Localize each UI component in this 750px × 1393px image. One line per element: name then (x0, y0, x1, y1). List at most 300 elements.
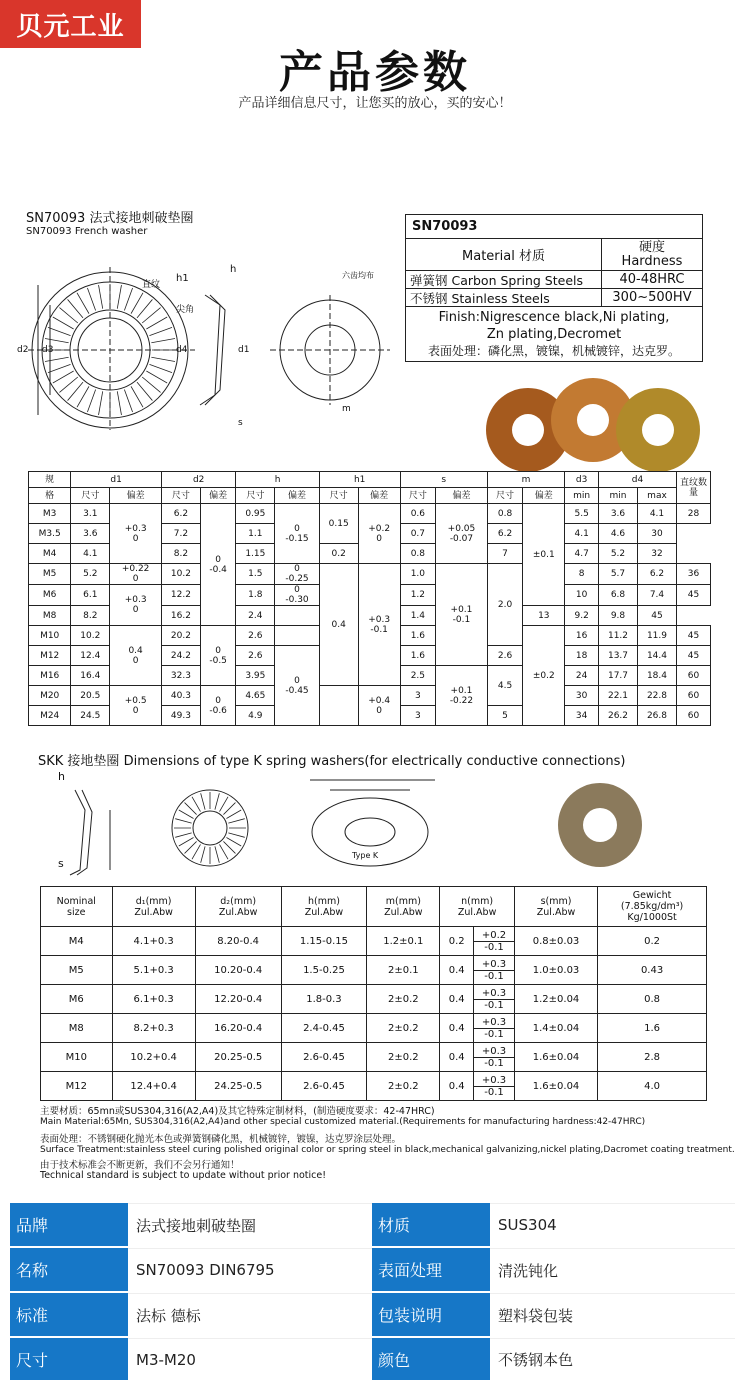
serration-line (124, 288, 132, 311)
table-cell: M6 (29, 585, 71, 606)
serration-line (149, 364, 172, 372)
tolerance-value: 0.15 (328, 518, 349, 529)
k-header-text: d₂(mm) (220, 895, 257, 907)
info-value: SN70093 DIN6795 (128, 1248, 372, 1291)
k-header-text: Kg/1000St (627, 912, 677, 923)
table-cell: 1.5 (236, 564, 275, 585)
k-header-cell (112, 887, 195, 927)
table-cell: 5.5 (565, 504, 599, 524)
table-cell: 1.0 (400, 564, 436, 585)
subheader-cell: min (599, 488, 638, 504)
serration-line (99, 285, 103, 309)
tolerance-cell (319, 544, 358, 564)
k-header-cell (598, 887, 707, 927)
table-row (41, 1014, 707, 1043)
k-cell: 1.6 (598, 1014, 707, 1043)
info-row (10, 1293, 735, 1336)
k-cell: M6 (41, 985, 113, 1014)
k-cell: 2.6-0.45 (281, 1043, 367, 1072)
table-cell: 14.4 (637, 646, 676, 666)
k-cell: 1.15-0.15 (281, 927, 367, 956)
washer-photo (478, 375, 713, 475)
label-m: m (342, 404, 351, 414)
table-cell: 8 (565, 564, 599, 585)
header-h: h (236, 472, 319, 488)
subheader-cell: max (637, 488, 676, 504)
note-material-en: Main Material:65Mn, SUS304,316(A2,A4)and other special customized material.(Requirements for manufacturing hardness:42-47HRC) (40, 1117, 646, 1127)
material-header: Material 材质 (406, 239, 602, 270)
serration-line (87, 389, 95, 412)
info-key: 名称 (10, 1248, 128, 1291)
serration-line (142, 377, 160, 392)
table-cell: 0.95 (236, 504, 275, 524)
k-cell: 1.5-0.25 (281, 956, 367, 985)
k-cell: 4.0 (598, 1072, 707, 1101)
k-tol-minus: -0.1 (484, 1028, 504, 1040)
table-cell: 4.7 (565, 544, 599, 564)
table-cell: 16.4 (71, 666, 110, 686)
skk-drawings (40, 770, 730, 882)
brand-logo: 贝元工业 (0, 0, 141, 48)
header-m: m (487, 472, 564, 488)
tolerance-cell (358, 686, 400, 726)
k-n-tol (474, 956, 515, 985)
header-h1: h1 (319, 472, 400, 488)
k-tol-plus: +0.2 (474, 930, 514, 942)
k-cell: 12.20-0.4 (195, 985, 281, 1014)
tolerance-value: 4.5 (497, 680, 513, 691)
tolerance-value: -0.22 (449, 695, 474, 706)
table-cell: 32 (637, 544, 676, 564)
table-row (29, 564, 711, 585)
table-cell: 5.2 (599, 544, 638, 564)
k-cell: M8 (41, 1014, 113, 1043)
k-cell: 6.1+0.3 (112, 985, 195, 1014)
table-cell: 24 (565, 666, 599, 686)
k-header-cell (195, 887, 281, 927)
table-cell: 6.2 (637, 564, 676, 585)
k-cell: 1.4±0.04 (514, 1014, 597, 1043)
serration-line (185, 841, 197, 853)
k-cell: 0.2 (598, 927, 707, 956)
serration-line (48, 364, 71, 372)
washer-drawing (10, 255, 390, 430)
serration-line (117, 391, 121, 415)
table-cell: 22.8 (637, 686, 676, 706)
k-cell: 2.8 (598, 1043, 707, 1072)
serration-line (151, 357, 175, 361)
table-cell: 1.1 (236, 524, 275, 544)
table-cell: 3.6 (71, 524, 110, 544)
table-row (41, 1043, 707, 1072)
table-cell: 6.1 (71, 585, 110, 606)
serration-line (215, 846, 219, 862)
table-cell: 5 (487, 706, 523, 726)
table-cell: 1.6 (400, 626, 436, 646)
k-header-cell (367, 887, 440, 927)
tolerance-cell (523, 626, 565, 726)
serration-line (48, 327, 71, 335)
table-cell: 45 (637, 606, 676, 626)
material-box (405, 214, 703, 362)
table-cell: 2.5 (400, 666, 436, 686)
k-tol-minus: -0.1 (484, 1086, 504, 1098)
table-cell: 60 (677, 686, 711, 706)
k-header-text: d₁(mm) (135, 895, 172, 907)
k-header-text: Zul.Abw (134, 906, 173, 918)
table-row (41, 927, 707, 956)
tolerance-value: -0.07 (449, 533, 474, 544)
k-n-tol (474, 1043, 515, 1072)
tolerance-value: 0 (376, 533, 382, 544)
header-d3: d3 (565, 472, 599, 488)
tolerance-value: -0.25 (285, 574, 309, 584)
finish-line-1: Finish:Nigrescence black,Ni plating, (438, 310, 670, 325)
k-cell: 2±0.2 (367, 1072, 440, 1101)
table-cell: 45 (677, 585, 711, 606)
subheader-cell: 尺寸 (487, 488, 523, 504)
tolerance-value: -0.1 (370, 624, 388, 635)
table-cell: 16.2 (161, 606, 200, 626)
serration-line (131, 293, 143, 314)
serration-line (228, 833, 244, 837)
tolerance-value: 0 (132, 705, 139, 716)
label-d3: d3 (42, 345, 54, 355)
finish-line-2: Zn plating,Decromet (486, 327, 622, 342)
tolerance-cell (275, 606, 319, 626)
k-cell: 1.6±0.04 (514, 1043, 597, 1072)
k-cell: 2.4-0.45 (281, 1014, 367, 1043)
table-cell: 45 (677, 646, 711, 666)
tolerance-cell (319, 564, 358, 686)
subheader-cell: 格 (29, 488, 71, 504)
table-cell: 16 (565, 626, 599, 646)
table-cell: 1.8 (236, 585, 275, 606)
tolerance-cell (487, 666, 523, 706)
info-row (10, 1248, 735, 1291)
skk-label-type: Type K (352, 851, 379, 860)
tolerance-value: +0.3 (124, 523, 147, 534)
table-cell: 5.2 (71, 564, 110, 585)
k-cell: 1.2±0.1 (367, 927, 440, 956)
k-cell: 5.1+0.3 (112, 956, 195, 985)
k-header-text: (7.85kg/dm³) (620, 901, 684, 912)
k-header-text: Zul.Abw (304, 906, 344, 918)
k-cell: M10 (41, 1043, 113, 1072)
tolerance-value: -0.1 (452, 614, 471, 625)
tolerance-value: +0.3 (124, 595, 147, 605)
k-cell: 4.1+0.3 (112, 927, 195, 956)
tolerance-value: +0.1 (450, 685, 473, 696)
tolerance-value: -0.5 (209, 655, 227, 666)
tolerance-value: 0.4 (331, 619, 346, 630)
tolerance-cell (436, 666, 488, 726)
serration-line (226, 810, 241, 819)
k-header-text: size (67, 906, 86, 918)
label-straight-teeth: 直纹 (142, 280, 161, 290)
k-tol-plus: +0.3 (474, 988, 514, 1000)
serration-line (59, 377, 77, 392)
serration-line (185, 803, 197, 815)
subheader-cell: min (565, 488, 599, 504)
serration-line (53, 317, 74, 329)
label-h: h (230, 264, 237, 275)
k-header-cell (281, 887, 367, 927)
k-cell: 0.8±0.03 (514, 927, 597, 956)
label-s: s (238, 418, 243, 428)
tolerance-value: +0.22 (121, 564, 150, 574)
table-cell: 60 (677, 666, 711, 686)
table-cell: 26.8 (637, 706, 676, 726)
serration-line (223, 841, 235, 853)
table-cell: 7.2 (161, 524, 200, 544)
serration-line (149, 327, 172, 335)
table-cell: 24.2 (161, 646, 200, 666)
tolerance-value: 0.2 (331, 548, 346, 559)
table-cell: 12.2 (161, 585, 200, 606)
k-header-text: Zul.Abw (536, 906, 576, 918)
skk-label-s: s (58, 857, 64, 870)
k-cell: 0.43 (598, 956, 707, 985)
tolerance-value: 0 (132, 533, 139, 544)
note-material-cn: 主要材质：65mn或SUS304,316(A2,A4)及其它特殊定制材料，(制造硬度要求：42-47HRC) (40, 1106, 435, 1117)
tolerance-value: 2.0 (497, 599, 513, 610)
k-tol-minus: -0.1 (484, 999, 504, 1011)
serration-line (192, 844, 201, 859)
info-value: SUS304 (490, 1203, 735, 1246)
table-row (41, 956, 707, 985)
label-d4: d4 (176, 345, 188, 355)
table-cell: 45 (677, 626, 711, 646)
table-cell: 3.6 (599, 504, 638, 524)
subheader-cell: 尺寸 (161, 488, 200, 504)
info-key: 标准 (10, 1293, 128, 1336)
serration-line (228, 819, 244, 823)
k-cell: 1.0±0.03 (514, 956, 597, 985)
serration-line (137, 299, 152, 317)
header-s: s (400, 472, 487, 488)
header-spec: 规 (29, 472, 71, 488)
table-cell: 10.2 (71, 626, 110, 646)
tolerance-cell (436, 504, 488, 564)
tolerance-value: +0.5 (124, 695, 147, 706)
note-surface-en: Surface Treatment:stainless steel curing polished original color or spring steel in black,mechanical galvanizing,nickel plating,Dacromet coating treatment. (40, 1145, 735, 1155)
header-d2: d2 (161, 472, 235, 488)
serration-line (220, 797, 229, 812)
stainless-steel-label: 不锈钢 Stainless Steels (406, 289, 602, 307)
tolerance-cell (110, 564, 162, 585)
serration-line (201, 793, 205, 809)
table-cell: 24.5 (71, 706, 110, 726)
k-cell: 8.20-0.4 (195, 927, 281, 956)
table-cell: 4.9 (236, 706, 275, 726)
serration-line (45, 357, 69, 361)
tolerance-value: 0 (215, 554, 221, 565)
k-header-text: Zul.Abw (457, 906, 497, 918)
table-cell: 49.3 (161, 706, 200, 726)
tolerance-cell (200, 626, 236, 686)
label-d1: d1 (238, 345, 250, 355)
tolerance-cell (275, 626, 319, 646)
tolerance-value: 0 (294, 523, 300, 534)
table-cell: 4.65 (236, 686, 275, 706)
table-cell: 40.3 (161, 686, 200, 706)
tolerance-value: 0 (294, 675, 300, 686)
table-cell: 3 (400, 686, 436, 706)
info-row (10, 1338, 735, 1380)
serration-line (151, 339, 175, 343)
tolerance-value: -0.15 (285, 533, 309, 544)
skk-label-h: h (58, 770, 65, 783)
k-header-cell (41, 887, 113, 927)
table-cell: 12.4 (71, 646, 110, 666)
k-header-text: n(mm) (461, 895, 494, 907)
serration-line (68, 299, 83, 317)
tolerance-value: 0 (132, 605, 139, 615)
table-cell: 13.7 (599, 646, 638, 666)
tolerance-value: 0 (215, 645, 221, 656)
table-cell: 1.4 (400, 606, 436, 626)
table-cell: 10 (565, 585, 599, 606)
table-cell: M4 (29, 544, 71, 564)
tolerance-cell (275, 585, 319, 606)
table-cell: 34 (565, 706, 599, 726)
k-header-text: Zul.Abw (384, 906, 423, 918)
drawing-title-cn: SN70093 法式接地刺破垫圈 (26, 211, 194, 226)
k-n-tol (474, 1072, 515, 1101)
tolerance-cell (275, 646, 319, 726)
k-cell: 2±0.2 (367, 985, 440, 1014)
serration-line (77, 386, 89, 407)
label-h1: h1 (176, 273, 189, 284)
page-subtitle: 产品详细信息尺寸，让您买的放心，买的安心！ (238, 96, 512, 111)
note-surface-cn: 表面处理：不锈钢硬化抛光本色或弹簧钢磷化黑，机械镀锌，镀镍，达克罗涂层处理。 (40, 1134, 402, 1145)
info-row (10, 1203, 735, 1246)
tolerance-value: +0.05 (447, 523, 476, 534)
tolerance-value: ±0.1 (532, 549, 555, 560)
table-cell: 11.9 (637, 626, 676, 646)
table-cell: 7.4 (637, 585, 676, 606)
table-row (41, 985, 707, 1014)
k-tol-plus: +0.3 (474, 959, 514, 971)
table-cell: 30 (637, 524, 676, 544)
tolerance-cell (487, 564, 523, 646)
info-key: 品牌 (10, 1203, 128, 1246)
table-cell: 1.15 (236, 544, 275, 564)
subheader-cell: 偏差 (358, 488, 400, 504)
k-header-text: Nominal (56, 895, 96, 907)
subheader-cell: 偏差 (110, 488, 162, 504)
table-cell: 2.4 (236, 606, 275, 626)
header-d1: d1 (71, 472, 162, 488)
k-cell: 1.8-0.3 (281, 985, 367, 1014)
note-update-cn: 由于技术标准会不断更新，我们不会另行通知！ (40, 1160, 240, 1171)
k-header-text: h(mm) (307, 895, 340, 907)
k-tol-plus: +0.3 (474, 1075, 514, 1087)
table-cell: 2.6 (487, 646, 523, 666)
subheader-cell: 偏差 (275, 488, 319, 504)
serration-line (59, 308, 77, 323)
table-cell: 9.2 (565, 606, 599, 626)
table-cell: 6.8 (599, 585, 638, 606)
k-cell: 10.20-0.4 (195, 956, 281, 985)
tolerance-value: 0 (294, 585, 300, 595)
tolerance-value: +0.1 (450, 604, 473, 615)
serration-line (87, 288, 95, 311)
table-cell: 17.7 (599, 666, 638, 686)
table-cell: 32.3 (161, 666, 200, 686)
table-cell: M24 (29, 706, 71, 726)
tolerance-value: +0.4 (368, 695, 391, 706)
table-cell: 22.1 (599, 686, 638, 706)
tolerance-cell (275, 504, 319, 564)
serration-line (215, 793, 219, 809)
table-cell: 18.4 (637, 666, 676, 686)
k-cell: 16.20-0.4 (195, 1014, 281, 1043)
k-cell: 24.25-0.5 (195, 1072, 281, 1101)
serration-line (192, 797, 201, 812)
page-title: 产品参数 (279, 47, 471, 98)
table-cell: 0.6 (400, 504, 436, 524)
table-cell: 6.2 (487, 524, 523, 544)
subheader-cell: 尺寸 (319, 488, 358, 504)
label-d2: d2 (17, 345, 29, 355)
table-cell: 9.8 (599, 606, 638, 626)
subheader-cell: 尺寸 (400, 488, 436, 504)
table-cell: 1.6 (400, 646, 436, 666)
info-table (10, 1203, 735, 1382)
tolerance-cell (200, 686, 236, 726)
k-header-text: Gewicht (632, 890, 672, 901)
finish-line-3: 表面处理：磷化黑，镀镍，机械镀锌，达克罗。 (427, 344, 680, 358)
k-cell: 10.2+0.4 (112, 1043, 195, 1072)
table-cell: 4.6 (599, 524, 638, 544)
stainless-steel-hardness: 300~500HV (612, 290, 692, 305)
table-cell: 11.2 (599, 626, 638, 646)
serration-line (68, 382, 83, 400)
k-header-cell (440, 887, 515, 927)
k-cell: 0.4 (440, 1014, 474, 1043)
table-cell: M20 (29, 686, 71, 706)
serration-line (77, 293, 89, 314)
table-cell: 2.6 (236, 646, 275, 666)
serration-line (179, 838, 194, 847)
table-cell: M12 (29, 646, 71, 666)
k-cell: M4 (41, 927, 113, 956)
label-sharp-corner: 尖角 (176, 305, 195, 315)
k-tol-plus: +0.3 (474, 1046, 514, 1058)
k-cell: 12.4+0.4 (112, 1072, 195, 1101)
table-row (29, 504, 711, 524)
table-cell: 36 (677, 564, 711, 585)
serration-line (179, 810, 194, 819)
serration-line (220, 844, 229, 859)
table-cell: 18 (565, 646, 599, 666)
spring-steel-hardness: 40-48HRC (619, 272, 685, 287)
table-cell: 4.1 (637, 504, 676, 524)
k-header-text: Zul.Abw (218, 906, 258, 918)
k-tol-minus: -0.1 (484, 1057, 504, 1069)
k-cell: 20.25-0.5 (195, 1043, 281, 1072)
info-key: 尺寸 (10, 1338, 128, 1380)
k-tol-minus: -0.1 (484, 970, 504, 982)
info-key: 材质 (372, 1203, 490, 1246)
subheader-cell: 尺寸 (71, 488, 110, 504)
k-tol-minus: -0.1 (484, 941, 504, 953)
table-cell: 13 (523, 606, 565, 626)
table-cell: 8.2 (161, 544, 200, 564)
k-cell: M12 (41, 1072, 113, 1101)
